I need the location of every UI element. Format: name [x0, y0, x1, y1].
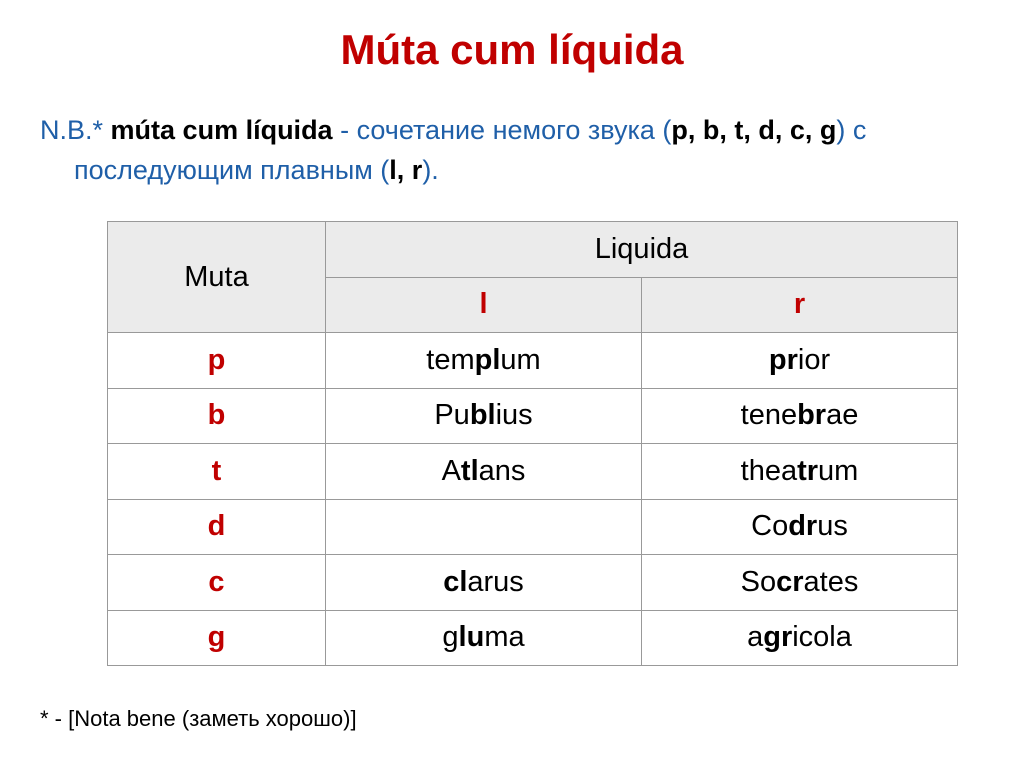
muta-cell: p: [108, 333, 326, 389]
table-row: [108, 499, 958, 555]
muta-cell: c: [108, 555, 326, 611]
page-title: Múta cum líquida: [340, 26, 684, 73]
note-mutae: p, b, t, d, c, g: [671, 115, 837, 145]
r-example-cell: tenebrae: [642, 388, 958, 444]
r-example-cell: agricola: [642, 610, 958, 666]
muta-cell: g: [108, 610, 326, 666]
muta-cell: d: [108, 499, 326, 555]
l-example-cell: [326, 499, 642, 555]
r-example-cell: Socrates: [642, 555, 958, 611]
note-prefix: N.B.*: [40, 115, 104, 145]
r-example-cell: prior: [642, 333, 958, 389]
table-row: [108, 333, 958, 389]
liquida-col-l: l: [326, 277, 642, 333]
r-example-cell: theatrum: [642, 444, 958, 500]
l-example-cell: gluma: [326, 610, 642, 666]
note-text-3: последующим плавным (: [74, 155, 390, 185]
liquida-col-r: r: [642, 277, 958, 333]
definition-note: [40, 110, 990, 190]
muta-liquida-table: [107, 221, 958, 666]
table-row: [108, 388, 958, 444]
liquida-header: Liquida: [326, 222, 958, 278]
table-row: [108, 555, 958, 611]
table-row: [108, 444, 958, 500]
muta-cell: t: [108, 444, 326, 500]
l-example-cell: clarus: [326, 555, 642, 611]
muta-header: Muta: [108, 222, 326, 333]
note-text-4: ).: [422, 155, 439, 185]
note-liquidae: l, r: [389, 155, 423, 185]
l-example-cell: templum: [326, 333, 642, 389]
note-line-1: [40, 110, 990, 150]
table-row: [108, 610, 958, 666]
muta-cell: b: [108, 388, 326, 444]
l-example-cell: Publius: [326, 388, 642, 444]
r-example-cell: Codrus: [642, 499, 958, 555]
note-text-2: ) с: [836, 115, 867, 145]
note-line-2: [40, 150, 990, 190]
l-example-cell: Atlans: [326, 444, 642, 500]
note-text-1: - сочетание немого звука (: [332, 115, 672, 145]
note-term: múta cum líquida: [110, 115, 333, 145]
footnote: * - [Nota bene (заметь хорошо)]: [40, 706, 357, 731]
